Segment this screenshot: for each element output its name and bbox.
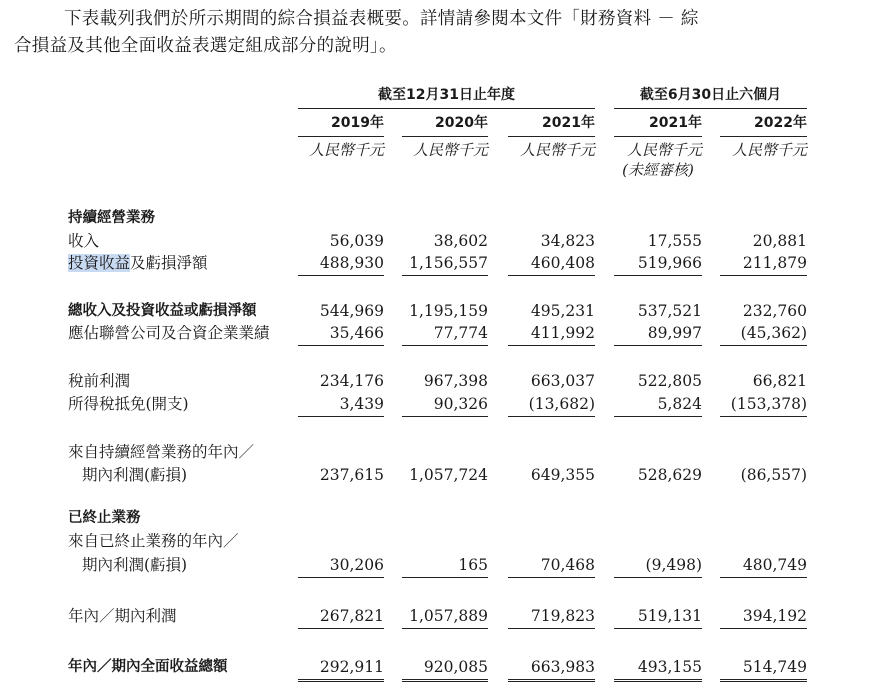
intro-line-1: 下表載列我們於所示期間的綜合損益表概要。詳情請參閱本文件「財務資料 － 綜 xyxy=(64,9,699,29)
cell-value: 1,156,557 xyxy=(402,253,488,276)
cell-value: (13,682) xyxy=(508,394,595,417)
cell-value: 495,231 xyxy=(530,302,595,320)
cell-value: 519,131 xyxy=(614,606,702,629)
cell-value: (153,378) xyxy=(720,394,807,417)
cell-value: 20,881 xyxy=(752,232,807,250)
cell-value: 35,466 xyxy=(298,323,384,346)
cell-value: 30,206 xyxy=(298,555,384,578)
cell-value: 5,824 xyxy=(614,394,702,417)
cell-value: 519,966 xyxy=(614,253,702,276)
row-label-total-revenue: 總收入及投資收益或虧損淨額 xyxy=(68,303,257,319)
row-label-continuing-profit-2: 期內利潤(虧損) xyxy=(82,466,188,484)
cell-value: (86,557) xyxy=(740,466,807,484)
cell-value: 544,969 xyxy=(319,302,384,320)
year-header-2020: 2020年 xyxy=(402,112,488,137)
unaudited-note: (未經審核) xyxy=(622,161,694,179)
cell-value: 920,085 xyxy=(402,657,488,682)
cell-value: 211,879 xyxy=(720,253,807,276)
cell-value: 663,983 xyxy=(508,657,595,682)
row-label-total-comprehensive-income: 年內／期內全面收益總額 xyxy=(68,659,228,675)
cell-value: 493,155 xyxy=(614,657,702,682)
year-header-2019: 2019年 xyxy=(298,112,384,137)
year-header-2021-6m: 2021年 xyxy=(614,112,702,137)
cell-value: (9,498) xyxy=(614,555,702,578)
cell-value: 522,805 xyxy=(637,372,702,390)
row-label-revenue: 收入 xyxy=(68,232,100,250)
cell-value: 89,997 xyxy=(614,323,702,346)
row-label-discontinued-profit-2: 期內利潤(虧損) xyxy=(82,556,188,574)
year-header-2022-6m: 2022年 xyxy=(720,112,807,137)
intro-line-2: 合損益及其他全面收益表選定組成部分的說明」。 xyxy=(14,36,397,56)
cell-value: 1,195,159 xyxy=(409,302,488,320)
year-header-2021: 2021年 xyxy=(508,112,595,137)
cell-value: 90,326 xyxy=(402,394,488,417)
cell-value: 165 xyxy=(402,555,488,578)
unit-label: 人民幣千元 xyxy=(308,141,384,159)
cell-value: 537,521 xyxy=(637,302,702,320)
unit-label: 人民幣千元 xyxy=(412,141,488,159)
unit-label: 人民幣千元 xyxy=(731,141,807,159)
cell-value: 38,602 xyxy=(433,232,488,250)
cell-value: 719,823 xyxy=(508,606,595,629)
cell-value: 77,774 xyxy=(402,323,488,346)
unit-label: 人民幣千元 xyxy=(519,141,595,159)
row-label-income-tax: 所得稅抵免(開支) xyxy=(68,395,189,413)
cell-value: 394,192 xyxy=(720,606,807,629)
cell-value: 56,039 xyxy=(329,232,384,250)
cell-value: 488,930 xyxy=(298,253,384,276)
cell-value: 480,749 xyxy=(720,555,807,578)
cell-value: 70,468 xyxy=(508,555,595,578)
cell-value: 411,992 xyxy=(508,323,595,346)
cell-value: 649,355 xyxy=(530,466,595,484)
cell-value: 292,911 xyxy=(298,657,384,682)
intro-paragraph xyxy=(14,6,854,60)
highlighted-text: 投資收益 xyxy=(68,254,131,272)
cell-value: 3,439 xyxy=(298,394,384,417)
cell-value: 34,823 xyxy=(540,232,595,250)
header-six-months: 截至6月30日止六個月 xyxy=(614,84,807,109)
cell-value: 17,555 xyxy=(647,232,702,250)
row-label-investment-gains xyxy=(68,253,208,273)
cell-value: 234,176 xyxy=(319,372,384,390)
header-fiscal-year: 截至12月31日止年度 xyxy=(298,84,595,109)
row-label-discontinued-profit-1: 來自已終止業務的年內／ xyxy=(68,532,239,550)
cell-value: 237,615 xyxy=(319,466,384,484)
row-label-rest: 及虧損淨額 xyxy=(130,254,208,272)
cell-value: 1,057,724 xyxy=(409,466,488,484)
cell-value: 66,821 xyxy=(752,372,807,390)
cell-value: 232,760 xyxy=(742,302,807,320)
row-label-profit: 年內／期內利潤 xyxy=(68,607,177,625)
row-label-continuing-profit-1: 來自持續經營業務的年內／ xyxy=(68,443,255,461)
cell-value: 514,749 xyxy=(720,657,807,682)
cell-value: 663,037 xyxy=(530,372,595,390)
cell-value: 528,629 xyxy=(637,466,702,484)
row-label-associates: 應佔聯營公司及合資企業業績 xyxy=(68,324,270,342)
row-label-profit-before-tax: 稅前利潤 xyxy=(68,372,131,390)
cell-value: 967,398 xyxy=(423,372,488,390)
cell-value: 460,408 xyxy=(508,253,595,276)
cell-value: 267,821 xyxy=(298,606,384,629)
cell-value: (45,362) xyxy=(720,323,807,346)
unit-label: 人民幣千元 xyxy=(626,141,702,159)
section-discontinued: 已終止業務 xyxy=(68,510,141,526)
section-continuing: 持續經營業務 xyxy=(68,210,155,226)
cell-value: 1,057,889 xyxy=(402,606,488,629)
